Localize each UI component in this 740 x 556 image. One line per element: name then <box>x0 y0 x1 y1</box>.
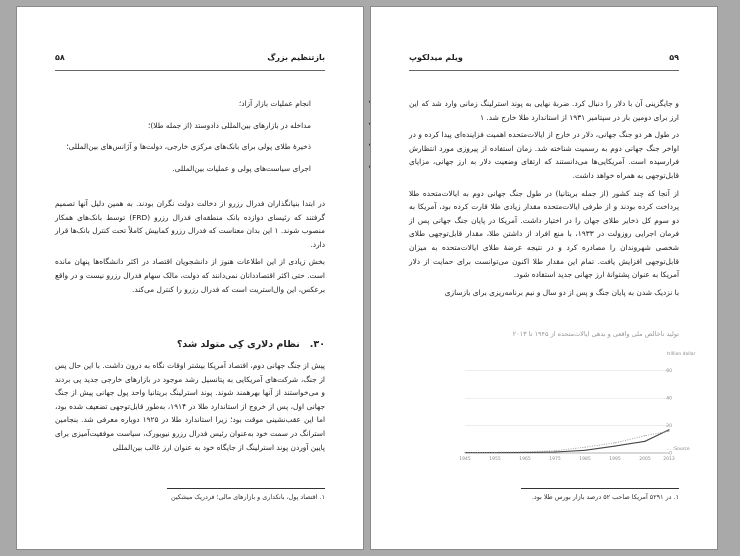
gdp-debt-chart <box>457 347 696 467</box>
data-point <box>614 442 615 443</box>
x-tick-label: 1945 <box>459 457 471 462</box>
chart-legend: trillion dollar <box>667 352 696 357</box>
paragraph: و جایگزینی آن با دلار را دنبال کرد. ضربهٔ نهایی به پوند استرلینگ زمانی وارد شد که این ارز برای دومین بار در سپتامبر ۱۹۳۱ از استاندارد طلا خارج شد. ۱ <box>409 99 679 122</box>
x-tick-label: 1965 <box>519 457 531 462</box>
data-point <box>584 447 585 448</box>
y-tick-label: 0 <box>669 451 672 457</box>
right-paragraphs <box>409 97 679 303</box>
section-title: نظام دلاری کِی متولد شد؟ <box>176 339 300 350</box>
bullet-item: • اجرای سیاست‌های پولی و عملیات بین‌المللی. <box>55 162 311 176</box>
chart-caption: تولید ناخالص ملی واقعی و بدهی ایالات‌متحده از ۱۹۴۵ تا ۲۰۱۳ <box>512 330 679 338</box>
right-footnote: ۱. در ۵۲۹۱ آمریکا صاحب ۵۲ درصد بازار بورس طلا بود. <box>531 493 679 501</box>
left-page-header <box>55 53 325 62</box>
bullet-list <box>55 97 325 175</box>
right-page-header <box>409 53 679 62</box>
chart-svg <box>457 347 696 467</box>
data-point <box>554 451 555 452</box>
right-header-title: ویلم میدلکوپ <box>409 53 463 62</box>
x-tick-label: 2005 <box>639 457 651 462</box>
paragraph: پیش از جنگ جهانی دوم، اقتصاد آمریکا بیشتر اوقات نگاه به درون داشت. با این حال پس از جنگ، شرکت‌های آمریکایی به پتانسیل رشد موجود در بازارهای خارجی جدید پی بردند و می‌خواستند از آنها بهرهمند شوند. پوند استرلینگ بریتانیا واحد پول جهانی پیش از جنگ جهانی اول، پس از خروج از استاندارد طلا در ۱۹۱۴، به‌طور قابل‌توجهی تضعیف شده بود، اما این عقب‌نشینی موقت بود؛ زیرا استاندارد طلا در ۱۹۲۵ دوباره معرفی شد. بنجامین استرانگ در سمت خود به‌عنوان رئیس فدرال رزرو نیویورک، سیاست موفقیت‌آمیزی برای پایین آوردن پوند استرلینگ از جایگاه خود به عنوان ارز غالب بین‌المللی <box>55 361 326 452</box>
y-tick-label: 20 <box>666 424 672 430</box>
right-header-rule <box>409 70 679 71</box>
x-tick-label: 1985 <box>579 457 591 462</box>
data-point <box>554 450 555 451</box>
data-point <box>644 441 645 442</box>
bullet-item: • مداخله در بازارهای بین‌المللی داد‌وستد (از جمله طلا)؛ <box>55 119 311 133</box>
left-header-rule <box>55 70 325 71</box>
data-point <box>668 429 669 430</box>
x-tick-label: 1995 <box>609 457 621 462</box>
left-page-number: ۵۸ <box>55 53 65 62</box>
left-header-title: بازتنظیم بزرگ <box>267 53 325 62</box>
section-heading <box>55 339 325 350</box>
left-paragraphs <box>55 197 325 300</box>
left-page <box>16 6 364 550</box>
x-tick-label: 2013 <box>663 457 675 462</box>
y-tick-label: 40 <box>666 396 672 402</box>
bullet-item: • انجام عملیات بازار آزاد؛ <box>55 97 311 111</box>
data-point <box>524 451 525 452</box>
section-number: ۳۰. <box>309 339 325 350</box>
paragraph: در ابتدا بنیانگذاران فدرال رزرو از دخالت دولت نگران بودند. به همین دلیل آنها تصمیم گرفتند که رئیسای دوازده بانک منطقه‌ای فدرال رزرو (FRD) توسط بانک‌های همکار منصوب شوند. ۱ این بدان معناست که فدرال رزرو کمابیش کاملاً تحت کنترل بانک‌ها قرار دارد. <box>55 199 325 249</box>
paragraph: با نزدیک شدن به پایان جنگ و پس از دو سال و نیم برنامه‌ریزی برای بازسازی <box>444 287 679 297</box>
section-body <box>55 359 325 458</box>
data-point <box>614 446 615 447</box>
left-footnote-rule <box>167 488 325 489</box>
x-tick-label: 1955 <box>489 457 501 462</box>
paragraph: از آنجا که چند کشور (از جمله بریتانیا) در طول جنگ جهانی دوم به ایالات‌متحده طلا پرداخت کرده بودند و از طرفی ایالات‌متحده مقدار زیادی طلا قارت کرده بود، آمریکا به دو سوم کل ذخایر طلای جهان را در اختیار داشت. آمریکا در پایان جنگ جهانی پس از فرمان اجرایی روزولت در ۱۹۳۳، با منع افراد از داشتن طلا، مقدار قابل‌توجهی طلای شخصی شهروندان را مصادره کرد و در نتیجه عرضهٔ طلای ایالات‌متحده به میزان قابل‌توجهی افزایش یافت. تمام این مقدار طلا اکنون می‌توانست برای حمایت از دلار آمریکا به عنوان پشتوانهٔ ارز جهانی جدید استفاده شود. <box>409 188 679 280</box>
data-point <box>494 452 495 453</box>
data-point <box>464 452 465 453</box>
paragraph: در طول هر دو جنگ جهانی، دلار در خارج از ایالات‌متحده اهمیت فزاینده‌ای پیدا کرده و در اواخر جنگ جهانی دوم به رسمیت شناخته شد. زمان استفاده از پیروزی مورد انتظارش فرارسیده است. آمریکایی‌ها می‌دانستند که ارتقای وضعیت دلار به ارز جهانی، مزایای قابل‌توجهی به همراه خواهد داشت. <box>409 130 679 180</box>
y-tick-label: 60 <box>666 369 672 375</box>
paragraph: بخش زیادی از این اطلاعات هنوز از دانشجویان اقتصاد در اکثر دانشگاه‌ها پنهان مانده است. حتی اکثر اقتصاددانان نمی‌دانند که دولت، مالک سهام فدرال رزرو نیست و در واقع برعکس، این وال‌استریت است که فدرال رزرو را کنترل می‌کند. <box>55 257 325 294</box>
data-point <box>644 435 645 436</box>
left-bullet-block <box>55 97 325 183</box>
left-footnote: ۱. اقتصاد پول، بانکداری و بازارهای مالی؛ فردریک میشکین <box>171 493 325 501</box>
right-page-number: ۵۹ <box>669 53 679 62</box>
chart-source: Source: ... <box>667 447 690 452</box>
series-line <box>465 430 669 453</box>
data-point <box>584 450 585 451</box>
bullet-item: • ذخیرهٔ طلای پولی برای بانک‌های مرکزی خارجی، دولت‌ها و آژانس‌های بین‌المللی؛ <box>55 140 311 154</box>
right-footnote-rule <box>521 488 679 489</box>
x-tick-label: 1975 <box>549 457 561 462</box>
right-page <box>370 6 718 550</box>
data-point <box>668 431 669 432</box>
